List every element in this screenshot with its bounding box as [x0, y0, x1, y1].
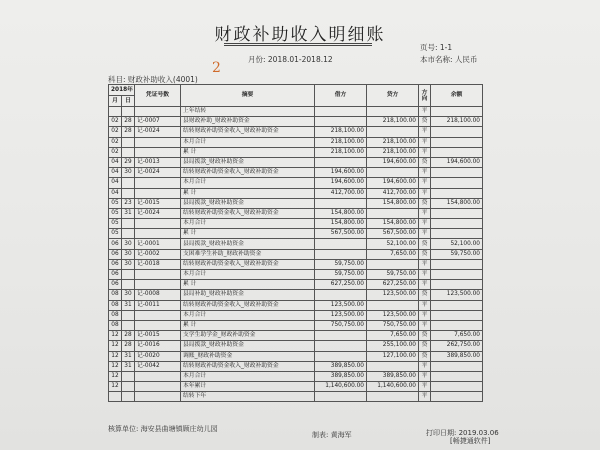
- header-voucher: 凭证号数: [135, 85, 181, 107]
- cell-balance: [431, 300, 483, 310]
- cell-direction: 平: [419, 219, 431, 229]
- cell-balance: [431, 259, 483, 269]
- cell-month: 02: [109, 137, 122, 147]
- ledger-body: [109, 107, 483, 402]
- cell-summary: 结转财政补助资金收入_财政补助资金: [181, 259, 315, 269]
- table-row: [109, 361, 483, 371]
- table-row: [109, 147, 483, 157]
- cell-voucher: [135, 270, 181, 280]
- cell-summary: 本月合计: [181, 270, 315, 280]
- cell-voucher: [135, 229, 181, 239]
- cell-summary: 支困难学生补助_财政补助资金: [181, 249, 315, 259]
- cell-debit: [315, 157, 367, 167]
- cell-debit: [315, 117, 367, 127]
- cell-credit: 627,250.00: [367, 280, 419, 290]
- cell-voucher: 记-0001: [135, 239, 181, 249]
- cell-credit: 52,100.00: [367, 239, 419, 249]
- cell-direction: 贷: [419, 249, 431, 259]
- cell-balance: [431, 361, 483, 371]
- cell-direction: 平: [419, 229, 431, 239]
- cell-debit: [315, 290, 367, 300]
- cell-debit: [315, 331, 367, 341]
- cell-direction: 贷: [419, 239, 431, 249]
- cell-month: 04: [109, 168, 122, 178]
- cell-balance: 52,100.00: [431, 239, 483, 249]
- cell-month: 08: [109, 310, 122, 320]
- cell-voucher: [135, 371, 181, 381]
- cell-month: 12: [109, 361, 122, 371]
- table-row: [109, 157, 483, 167]
- cell-debit: [315, 351, 367, 361]
- cell-day: [122, 382, 135, 392]
- cell-credit: 389,850.00: [367, 371, 419, 381]
- table-row: [109, 259, 483, 269]
- cell-debit: [315, 239, 367, 249]
- cell-credit: 154,800.00: [367, 219, 419, 229]
- table-row: [109, 371, 483, 381]
- table-row: [109, 137, 483, 147]
- document-title: 财政补助收入明细账: [214, 25, 386, 45]
- cell-summary: 上年结转: [181, 107, 315, 117]
- table-row: [109, 351, 483, 361]
- cell-credit: 255,100.00: [367, 341, 419, 351]
- cell-credit: [367, 259, 419, 269]
- cell-month: [109, 392, 122, 402]
- cell-credit: [367, 361, 419, 371]
- cell-day: 30: [122, 239, 135, 249]
- cell-month: 08: [109, 300, 122, 310]
- cell-month: 05: [109, 208, 122, 218]
- cell-voucher: 记-0015: [135, 198, 181, 208]
- cell-debit: [315, 249, 367, 259]
- cell-month: 08: [109, 290, 122, 300]
- cell-credit: 194,600.00: [367, 157, 419, 167]
- cell-voucher: [135, 320, 181, 330]
- cell-day: 31: [122, 300, 135, 310]
- header-debit: 借方: [315, 85, 367, 107]
- cell-direction: 平: [419, 280, 431, 290]
- header-summary: 摘要: [181, 85, 315, 107]
- cell-balance: 218,100.00: [431, 117, 483, 127]
- cell-balance: [431, 392, 483, 402]
- table-row: [109, 229, 483, 239]
- cell-credit: 7,650.00: [367, 331, 419, 341]
- cell-credit: 218,100.00: [367, 137, 419, 147]
- cell-direction: 平: [419, 178, 431, 188]
- cell-balance: [431, 320, 483, 330]
- cell-balance: [431, 280, 483, 290]
- cell-direction: 贷: [419, 157, 431, 167]
- cell-debit: 218,100.00: [315, 147, 367, 157]
- cell-summary: 累 计: [181, 188, 315, 198]
- page-number: 页号: 1-1: [420, 43, 453, 52]
- table-row: [109, 107, 483, 117]
- cell-summary: 本月合计: [181, 219, 315, 229]
- cell-direction: 贷: [419, 351, 431, 361]
- cell-direction: 贷: [419, 198, 431, 208]
- cell-direction: 平: [419, 361, 431, 371]
- cell-voucher: 记-0013: [135, 157, 181, 167]
- cell-debit: 59,750.00: [315, 259, 367, 269]
- cell-balance: 59,750.00: [431, 249, 483, 259]
- cell-credit: [367, 392, 419, 402]
- footer-software: [畅捷通软件]: [450, 437, 491, 445]
- cell-summary: 本月合计: [181, 371, 315, 381]
- cell-direction: 平: [419, 382, 431, 392]
- cell-day: 28: [122, 341, 135, 351]
- handwritten-mark: 2: [212, 60, 221, 76]
- cell-month: 02: [109, 147, 122, 157]
- cell-credit: 127,100.00: [367, 351, 419, 361]
- cell-summary: 县财政补助_财政补助资金: [181, 117, 315, 127]
- cell-month: 12: [109, 351, 122, 361]
- header-year: 2018年: [109, 85, 135, 96]
- cell-debit: 750,750.00: [315, 320, 367, 330]
- table-row: [109, 290, 483, 300]
- cell-credit: 218,100.00: [367, 147, 419, 157]
- cell-summary: 支学生助学金_财政补助资金: [181, 331, 315, 341]
- cell-balance: [431, 168, 483, 178]
- table-row: [109, 219, 483, 229]
- cell-voucher: [135, 280, 181, 290]
- header-day: 日: [122, 96, 135, 107]
- cell-day: [122, 280, 135, 290]
- cell-voucher: 记-0016: [135, 341, 181, 351]
- cell-debit: [315, 107, 367, 117]
- cell-summary: 本月合计: [181, 178, 315, 188]
- cell-credit: 123,500.00: [367, 290, 419, 300]
- cell-day: 30: [122, 290, 135, 300]
- cell-balance: [431, 127, 483, 137]
- cell-summary: 县局补助_财政补助资金: [181, 290, 315, 300]
- cell-voucher: 记-0042: [135, 361, 181, 371]
- cell-month: 06: [109, 259, 122, 269]
- header-month: 月: [109, 96, 122, 107]
- cell-voucher: [135, 188, 181, 198]
- cell-summary: 县局拨款_财政补助资金: [181, 157, 315, 167]
- cell-direction: 平: [419, 168, 431, 178]
- cell-day: [122, 229, 135, 239]
- cell-voucher: 记-0011: [135, 300, 181, 310]
- cell-day: 23: [122, 198, 135, 208]
- header-direction: 方向: [419, 85, 431, 107]
- cell-summary: 调账_财政补助资金: [181, 351, 315, 361]
- cell-balance: 154,800.00: [431, 198, 483, 208]
- cell-balance: 7,650.00: [431, 331, 483, 341]
- cell-debit: [315, 392, 367, 402]
- cell-voucher: 记-0024: [135, 208, 181, 218]
- footer-print-date: 打印日期: 2019.03.06: [426, 429, 499, 437]
- cell-direction: 平: [419, 208, 431, 218]
- cell-month: 12: [109, 382, 122, 392]
- table-row: [109, 280, 483, 290]
- title-underline: [224, 43, 372, 44]
- table-row: [109, 188, 483, 198]
- cell-day: 30: [122, 249, 135, 259]
- cell-balance: [431, 147, 483, 157]
- cell-direction: 贷: [419, 290, 431, 300]
- cell-debit: 123,500.00: [315, 310, 367, 320]
- cell-voucher: [135, 310, 181, 320]
- table-row: [109, 392, 483, 402]
- cell-voucher: 记-0018: [135, 259, 181, 269]
- cell-debit: 389,850.00: [315, 361, 367, 371]
- table-row: [109, 117, 483, 127]
- cell-debit: 154,800.00: [315, 208, 367, 218]
- cell-voucher: 记-0020: [135, 351, 181, 361]
- cell-balance: [431, 219, 483, 229]
- cell-debit: 59,750.00: [315, 270, 367, 280]
- cell-debit: [315, 341, 367, 351]
- footer-unit: 核算单位: 海安县曲塘镇顾庄幼儿园: [108, 425, 218, 433]
- cell-credit: 7,650.00: [367, 249, 419, 259]
- cell-direction: 平: [419, 137, 431, 147]
- table-row: [109, 249, 483, 259]
- cell-credit: 218,100.00: [367, 117, 419, 127]
- cell-day: [122, 107, 135, 117]
- cell-day: 30: [122, 259, 135, 269]
- cell-month: 12: [109, 331, 122, 341]
- cell-summary: 本月合计: [181, 137, 315, 147]
- cell-debit: 154,800.00: [315, 219, 367, 229]
- cell-day: [122, 188, 135, 198]
- cell-summary: 累 计: [181, 320, 315, 330]
- cell-credit: 123,500.00: [367, 310, 419, 320]
- cell-direction: 平: [419, 371, 431, 381]
- cell-summary: 结转财政补助资金收入_财政补助资金: [181, 127, 315, 137]
- header-credit: 贷方: [367, 85, 419, 107]
- cell-credit: 154,800.00: [367, 198, 419, 208]
- cell-day: 30: [122, 168, 135, 178]
- cell-day: 31: [122, 361, 135, 371]
- cell-month: [109, 107, 122, 117]
- cell-credit: [367, 168, 419, 178]
- cell-voucher: [135, 137, 181, 147]
- cell-voucher: [135, 219, 181, 229]
- cell-summary: 本月合计: [181, 310, 315, 320]
- cell-month: 05: [109, 219, 122, 229]
- cell-direction: 平: [419, 320, 431, 330]
- cell-day: 29: [122, 157, 135, 167]
- cell-debit: 412,700.00: [315, 188, 367, 198]
- cell-credit: 750,750.00: [367, 320, 419, 330]
- table-row: [109, 208, 483, 218]
- cell-balance: [431, 188, 483, 198]
- cell-summary: 累 计: [181, 147, 315, 157]
- cell-month: 02: [109, 127, 122, 137]
- cell-day: [122, 137, 135, 147]
- cell-credit: [367, 107, 419, 117]
- cell-day: [122, 270, 135, 280]
- cell-direction: 贷: [419, 331, 431, 341]
- cell-day: [122, 147, 135, 157]
- cell-debit: 194,600.00: [315, 168, 367, 178]
- cell-day: 28: [122, 331, 135, 341]
- cell-balance: 194,600.00: [431, 157, 483, 167]
- cell-summary: 县局拨款_财政补助资金: [181, 341, 315, 351]
- cell-voucher: 记-0007: [135, 117, 181, 127]
- cell-credit: 194,600.00: [367, 178, 419, 188]
- cell-voucher: [135, 392, 181, 402]
- cell-month: 05: [109, 229, 122, 239]
- subject-label: 科目: 财政补助收入(4001): [108, 75, 198, 84]
- cell-direction: 贷: [419, 341, 431, 351]
- cell-voucher: 记-0002: [135, 249, 181, 259]
- cell-day: 28: [122, 117, 135, 127]
- cell-month: 05: [109, 198, 122, 208]
- cell-credit: 1,140,600.00: [367, 382, 419, 392]
- cell-debit: 194,600.00: [315, 178, 367, 188]
- cell-balance: 262,750.00: [431, 341, 483, 351]
- cell-credit: 567,500.00: [367, 229, 419, 239]
- cell-voucher: 记-0024: [135, 168, 181, 178]
- table-row: [109, 270, 483, 280]
- table-row: [109, 382, 483, 392]
- cell-day: [122, 392, 135, 402]
- cell-credit: [367, 208, 419, 218]
- cell-debit: 123,500.00: [315, 300, 367, 310]
- cell-voucher: 记-0015: [135, 331, 181, 341]
- ledger-table: [108, 84, 483, 402]
- cell-debit: 567,500.00: [315, 229, 367, 239]
- cell-debit: 389,850.00: [315, 371, 367, 381]
- cell-debit: 1,140,600.00: [315, 382, 367, 392]
- cell-summary: 结转财政补助资金收入_财政补助资金: [181, 168, 315, 178]
- cell-balance: [431, 208, 483, 218]
- table-row: [109, 178, 483, 188]
- cell-summary: 累 计: [181, 280, 315, 290]
- cell-day: 31: [122, 208, 135, 218]
- cell-balance: [431, 382, 483, 392]
- table-row: [109, 198, 483, 208]
- cell-day: 31: [122, 351, 135, 361]
- cell-debit: 218,100.00: [315, 127, 367, 137]
- cell-debit: 218,100.00: [315, 137, 367, 147]
- cell-summary: 结转下年: [181, 392, 315, 402]
- cell-direction: 平: [419, 392, 431, 402]
- table-row: [109, 127, 483, 137]
- cell-balance: [431, 178, 483, 188]
- cell-summary: 累 计: [181, 229, 315, 239]
- cell-month: 12: [109, 341, 122, 351]
- cell-direction: 平: [419, 107, 431, 117]
- cell-voucher: [135, 107, 181, 117]
- table-row: [109, 239, 483, 249]
- cell-summary: 结转财政补助资金收入_财政补助资金: [181, 208, 315, 218]
- cell-voucher: [135, 382, 181, 392]
- table-row: [109, 168, 483, 178]
- currency-label: 本市名称: 人民币: [420, 55, 478, 64]
- cell-direction: 贷: [419, 117, 431, 127]
- cell-debit: 627,250.00: [315, 280, 367, 290]
- cell-direction: 平: [419, 310, 431, 320]
- cell-direction: 平: [419, 270, 431, 280]
- cell-voucher: [135, 178, 181, 188]
- cell-day: [122, 178, 135, 188]
- period-label: 月份: 2018.01-2018.12: [248, 55, 333, 64]
- cell-balance: [431, 107, 483, 117]
- cell-voucher: 记-0008: [135, 290, 181, 300]
- cell-summary: 本年累计: [181, 382, 315, 392]
- cell-month: 12: [109, 371, 122, 381]
- cell-day: [122, 371, 135, 381]
- cell-balance: 389,850.00: [431, 351, 483, 361]
- cell-balance: [431, 270, 483, 280]
- cell-month: 04: [109, 157, 122, 167]
- cell-day: [122, 310, 135, 320]
- cell-balance: [431, 229, 483, 239]
- cell-credit: [367, 127, 419, 137]
- cell-day: 28: [122, 127, 135, 137]
- header-balance: 余额: [431, 85, 483, 107]
- cell-month: 06: [109, 270, 122, 280]
- cell-direction: 平: [419, 259, 431, 269]
- cell-balance: [431, 137, 483, 147]
- cell-voucher: [135, 147, 181, 157]
- cell-day: [122, 320, 135, 330]
- cell-month: 04: [109, 188, 122, 198]
- cell-voucher: 记-0024: [135, 127, 181, 137]
- table-row: [109, 341, 483, 351]
- cell-month: 04: [109, 178, 122, 188]
- cell-balance: [431, 371, 483, 381]
- cell-balance: 123,500.00: [431, 290, 483, 300]
- cell-day: [122, 219, 135, 229]
- cell-debit: [315, 198, 367, 208]
- cell-credit: 59,750.00: [367, 270, 419, 280]
- cell-direction: 平: [419, 300, 431, 310]
- cell-month: 06: [109, 249, 122, 259]
- cell-month: 08: [109, 320, 122, 330]
- cell-credit: 412,700.00: [367, 188, 419, 198]
- cell-month: 06: [109, 239, 122, 249]
- footer-maker: 制表: 黄海军: [312, 431, 352, 439]
- cell-summary: 结转财政补助资金收入_财政补助资金: [181, 300, 315, 310]
- cell-summary: 县局拨款_财政补助资金: [181, 239, 315, 249]
- cell-summary: 结转财政补助资金收入_财政补助资金: [181, 361, 315, 371]
- cell-direction: 平: [419, 188, 431, 198]
- table-row: [109, 310, 483, 320]
- cell-month: 06: [109, 280, 122, 290]
- table-row: [109, 331, 483, 341]
- cell-balance: [431, 310, 483, 320]
- cell-direction: 平: [419, 127, 431, 137]
- table-row: [109, 320, 483, 330]
- cell-summary: 县局拨款_财政补助资金: [181, 198, 315, 208]
- cell-direction: 平: [419, 147, 431, 157]
- cell-month: 02: [109, 117, 122, 127]
- cell-credit: [367, 300, 419, 310]
- table-row: [109, 300, 483, 310]
- title-underline-second: [224, 45, 372, 46]
